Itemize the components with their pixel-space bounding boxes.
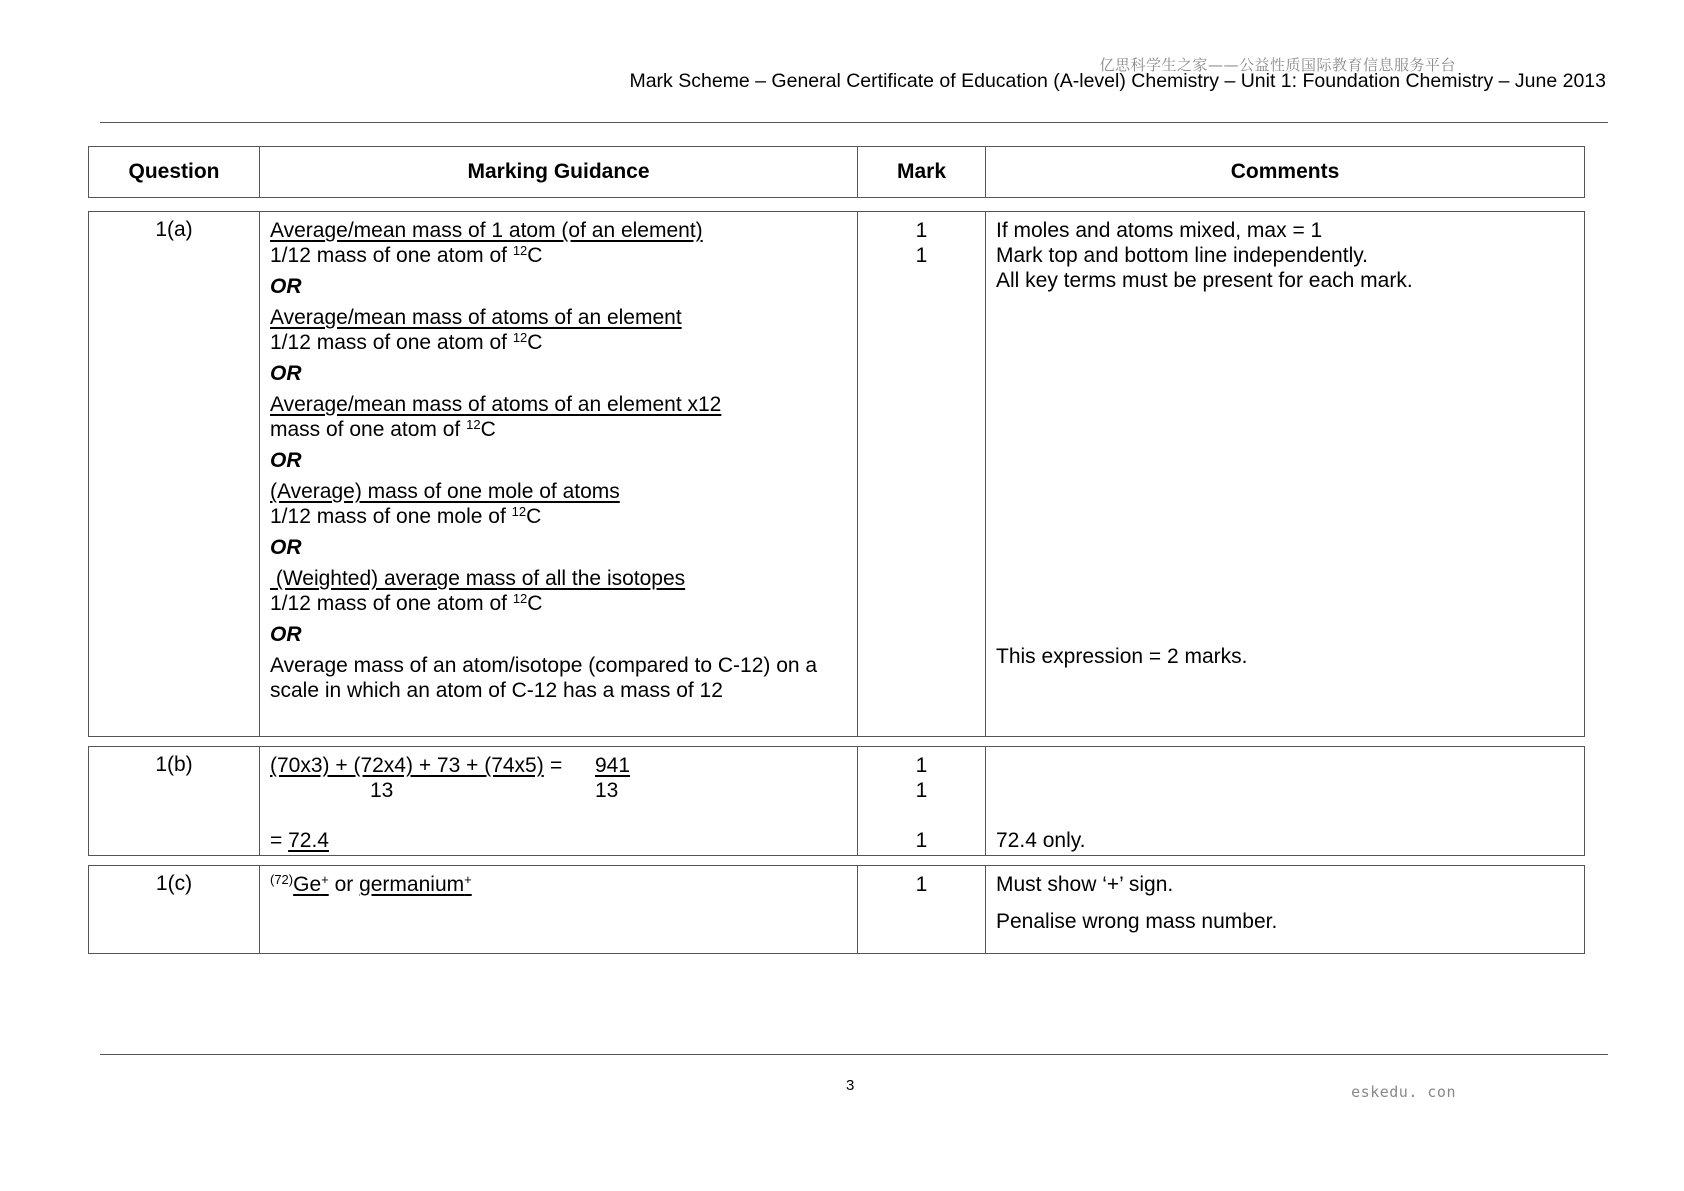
comment-line: This expression = 2 marks. [996,645,1248,668]
calculation-result-denominator: 13 [595,779,619,802]
or-separator: OR [270,623,302,646]
spacer [996,753,1574,828]
calculation-line [270,753,847,778]
calculation-result-numerator: 941 [595,754,631,777]
mass-number: 12 [512,242,528,258]
guidance-text: 1/12 mass of one atom of [270,331,513,354]
calculation-answer [270,828,847,853]
element-symbol: C [526,505,542,528]
calculation-line [270,778,847,803]
equals-sign: = [550,754,563,777]
guidance-line [270,504,847,529]
marking-guidance [259,212,857,736]
mass-number: 12 [512,590,528,606]
or-separator: OR [270,536,302,559]
guidance-line [270,417,847,442]
comment-line: Must show ‘+’ sign. [996,873,1174,896]
comment-line: If moles and atoms mixed, max = 1 [996,219,1323,242]
element-name: germanium [359,873,465,896]
mark-cell [857,866,985,953]
mark-value: 1 [915,219,928,242]
element-symbol: Ge [293,873,322,896]
page-number: 3 [846,1077,855,1094]
mass-number: 12 [466,416,481,432]
guidance-text: 1/12 mass of one mole of [270,505,512,528]
mark-cell [857,747,985,855]
guidance-line [270,330,847,355]
mark-value: 1 [915,754,928,777]
spacer [858,803,985,828]
charge-sign: + [321,871,329,887]
guidance-line: Average/mean mass of atoms of an element [270,306,682,329]
guidance-line: (Average) mass of one mole of atoms [270,480,620,503]
guidance-line: Average/mean mass of 1 atom (of an element) [270,219,703,242]
header-rule [100,122,1608,123]
guidance-line: Average mass of an atom/isotope (compared to C-12) on a scale in which an atom of C-12 has a mass of 12 [270,654,818,702]
column-header-mark: Mark [857,147,985,197]
table-row-1a [88,211,1585,737]
guidance-line [270,591,847,616]
comment-line: All key terms must be present for each mark. [996,269,1413,292]
column-header-marking-guidance: Marking Guidance [259,147,857,197]
guidance-text: 1/12 mass of one atom of [270,244,513,267]
calculation-denominator: 13 [370,779,394,802]
charge-sign: + [464,871,472,887]
comment-line: Penalise wrong mass number. [996,910,1278,933]
element-symbol: C [480,418,496,441]
mass-number: 12 [511,503,527,519]
column-header-question: Question [128,160,220,183]
marking-guidance [259,747,857,855]
footer-watermark: eskedu. con [1351,1083,1456,1101]
document-header-title: Mark Scheme – General Certificate of Education (A-level) Chemistry – Unit 1: Foundation Chemistry – June 2013 [629,70,1606,92]
answer-value: 72.4 [288,829,329,852]
table-row-1b [88,746,1585,856]
mark-cell [857,212,985,736]
table-header [88,146,1585,198]
element-symbol: C [527,244,543,267]
guidance-text: mass of one atom of [270,418,467,441]
ion-name [359,873,472,896]
ion-symbol [293,873,329,896]
mark-value: 1 [915,873,928,896]
guidance-line [270,243,847,268]
footer-rule [100,1054,1608,1055]
guidance-text: 1/12 mass of one atom of [270,592,513,615]
guidance-text: or [328,873,360,896]
guidance-line: (Weighted) average mass of all the isotopes [270,567,686,590]
column-header-comments: Comments [985,147,1584,197]
header-watermark: 亿思科学生之家——公益性质国际教育信息服务平台 [1099,56,1456,74]
spacer [270,778,370,803]
or-separator: OR [270,362,302,385]
guidance-line: Average/mean mass of atoms of an element x12 [270,393,722,416]
mark-value: 1 [915,779,928,802]
question-number: 1(c) [155,872,193,895]
mark-value: 1 [915,829,928,852]
guidance-line [270,872,847,897]
comment-line: 72.4 only. [996,829,1086,852]
equals-sign: = [270,829,289,852]
mass-number: 12 [512,329,528,345]
comments-cell [985,866,1584,953]
table-row-1c [88,865,1585,954]
comments-cell [985,212,1584,736]
or-separator: OR [270,449,302,472]
spacer [270,803,847,828]
comment-line: Mark top and bottom line independently. [996,244,1369,267]
question-number: 1(a) [155,218,193,241]
marking-guidance [259,866,857,953]
mass-number: (72) [270,871,294,887]
calculation-numerator: (70x3) + (72x4) + 73 + (74x5) [270,754,544,777]
element-symbol: C [527,331,543,354]
question-number: 1(b) [155,753,193,776]
element-symbol: C [527,592,543,615]
comments-cell [985,747,1584,855]
mark-value: 1 [915,244,928,267]
or-separator: OR [270,275,302,298]
